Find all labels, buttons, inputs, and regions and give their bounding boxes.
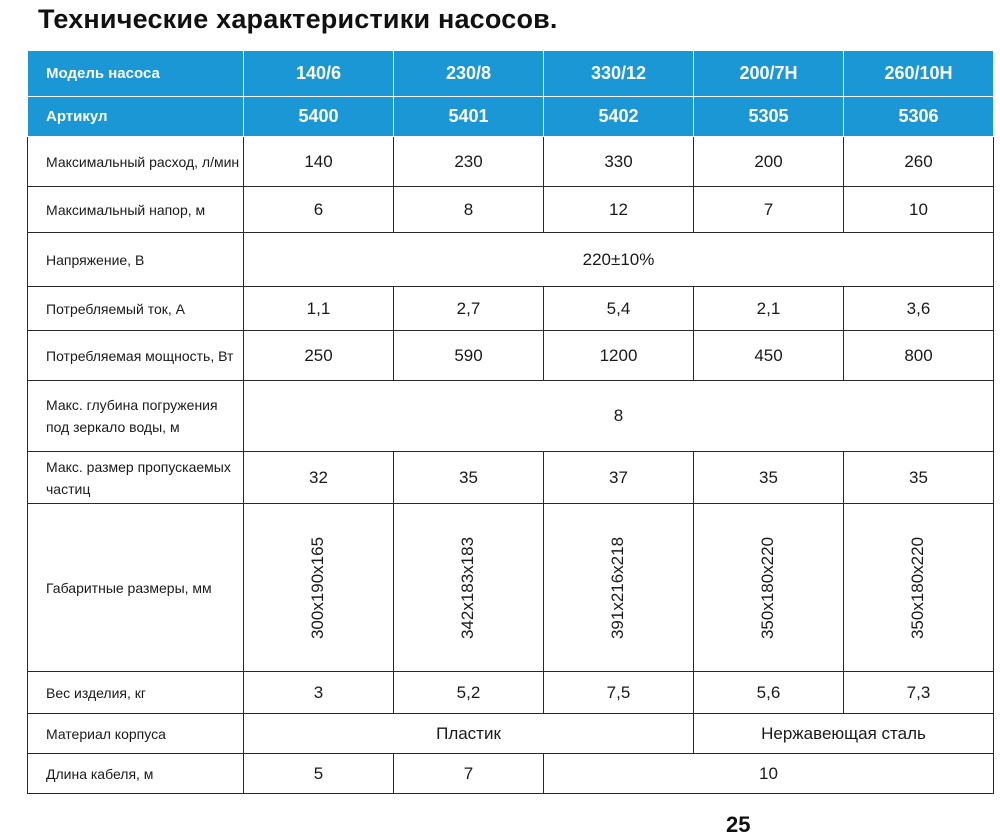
model-row <box>28 51 994 97</box>
dimension-cell <box>244 504 394 672</box>
model-cell: 200/7Н <box>694 51 844 97</box>
page-title: Технические характеристики насосов. <box>38 4 558 34</box>
value-cell: 7,3 <box>844 672 994 714</box>
material-steel: Нержавеющая сталь <box>694 714 994 754</box>
value-cell: 800 <box>844 331 994 381</box>
cable-label: Длина кабеля, м <box>28 754 244 794</box>
article-cell: 5402 <box>544 97 694 137</box>
value-cell: 5,6 <box>694 672 844 714</box>
value-cell: 35 <box>844 452 994 504</box>
power-label: Потребляемая мощность, Вт <box>28 331 244 381</box>
value-cell: 1200 <box>544 331 694 381</box>
value-cell: 12 <box>544 187 694 233</box>
material-plastic: Пластик <box>244 714 694 754</box>
dimension-cell <box>394 504 544 672</box>
value-cell: 3 <box>244 672 394 714</box>
value-cell: 6 <box>244 187 394 233</box>
dimension-cell <box>694 504 844 672</box>
dimension-value: 350x180x220 <box>908 536 928 639</box>
value-cell: 8 <box>394 187 544 233</box>
value-cell: 1,1 <box>244 287 394 331</box>
material-row <box>28 714 994 754</box>
value-cell: 37 <box>544 452 694 504</box>
voltage-label: Напряжение, В <box>28 233 244 287</box>
pump-specs-table <box>27 50 994 794</box>
value-cell: 7,5 <box>544 672 694 714</box>
dimensions-label: Габаритные размеры, мм <box>28 504 244 672</box>
head-label: Максимальный напор, м <box>28 187 244 233</box>
model-cell: 140/6 <box>244 51 394 97</box>
article-cell: 5306 <box>844 97 994 137</box>
dimension-value: 391x216x218 <box>608 536 628 639</box>
value-cell: 230 <box>394 137 544 187</box>
value-cell: 5 <box>244 754 394 794</box>
model-cell: 230/8 <box>394 51 544 97</box>
value-cell: 250 <box>244 331 394 381</box>
value-cell: 7 <box>694 187 844 233</box>
value-cell: 35 <box>394 452 544 504</box>
value-cell: 140 <box>244 137 394 187</box>
material-label: Материал корпуса <box>28 714 244 754</box>
particles-label: Макс. размер пропускаемых частиц <box>28 452 244 504</box>
particles-row <box>28 452 994 504</box>
value-cell: 5,4 <box>544 287 694 331</box>
dimensions-row <box>28 504 994 672</box>
flow-label: Максимальный расход, л/мин <box>28 137 244 187</box>
model-label: Модель насоса <box>28 51 244 97</box>
depth-label: Макс. глубина погружения под зеркало воды, м <box>28 381 244 452</box>
current-row <box>28 287 994 331</box>
power-row <box>28 331 994 381</box>
model-cell: 330/12 <box>544 51 694 97</box>
weight-row <box>28 672 994 714</box>
value-cell: 7 <box>394 754 544 794</box>
voltage-value: 220±10% <box>244 233 994 287</box>
article-cell: 5400 <box>244 97 394 137</box>
value-cell: 590 <box>394 331 544 381</box>
article-cell: 5401 <box>394 97 544 137</box>
flow-row <box>28 137 994 187</box>
value-cell: 330 <box>544 137 694 187</box>
value-cell: 450 <box>694 331 844 381</box>
value-cell: 5,2 <box>394 672 544 714</box>
dimension-value: 300x190x165 <box>308 536 328 639</box>
cable-row <box>28 754 994 794</box>
value-cell: 32 <box>244 452 394 504</box>
head-row <box>28 187 994 233</box>
article-label: Артикул <box>28 97 244 137</box>
dimension-value: 350x180x220 <box>758 536 778 639</box>
value-cell: 35 <box>694 452 844 504</box>
model-cell: 260/10Н <box>844 51 994 97</box>
depth-row <box>28 381 994 452</box>
dimension-value: 342x183x183 <box>458 536 478 639</box>
value-cell: 260 <box>844 137 994 187</box>
value-cell: 10 <box>544 754 994 794</box>
article-row <box>28 97 994 137</box>
article-cell: 5305 <box>694 97 844 137</box>
voltage-row <box>28 233 994 287</box>
weight-label: Вес изделия, кг <box>28 672 244 714</box>
current-label: Потребляемый ток, А <box>28 287 244 331</box>
dimension-cell <box>544 504 694 672</box>
value-cell: 10 <box>844 187 994 233</box>
depth-value: 8 <box>244 381 994 452</box>
value-cell: 2,1 <box>694 287 844 331</box>
value-cell: 200 <box>694 137 844 187</box>
dimension-cell <box>844 504 994 672</box>
value-cell: 3,6 <box>844 287 994 331</box>
page-number: 25 <box>726 812 751 837</box>
value-cell: 2,7 <box>394 287 544 331</box>
